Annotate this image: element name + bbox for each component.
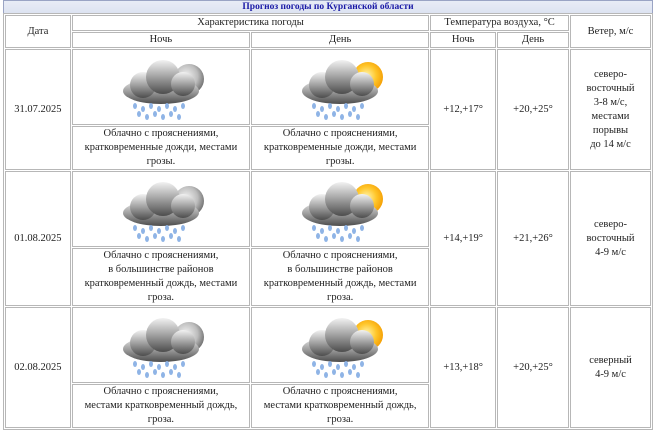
night-icon-cell	[72, 307, 250, 383]
row-date: 01.08.2025	[5, 171, 71, 306]
row-date: 31.07.2025	[5, 49, 71, 170]
header-temp: Температура воздуха, °С	[430, 15, 569, 31]
temp-day: +20,+25°	[497, 49, 569, 170]
header-date: Дата	[5, 15, 71, 48]
day-cloud-rain-thunder-icon	[292, 51, 388, 123]
day-cloud-rain-icon	[292, 309, 388, 381]
wind-info: северо- восточный 4-9 м/с	[570, 171, 651, 306]
header-wind: Ветер, м/с	[570, 15, 651, 48]
forecast-title: Прогноз погоды по Курганской области	[3, 0, 653, 13]
day-icon-cell	[251, 49, 429, 125]
night-icon-cell	[72, 171, 250, 247]
header-day: День	[251, 32, 429, 48]
header-temp-night: Ночь	[430, 32, 496, 48]
forecast-table	[3, 13, 653, 430]
day-description: Облачно с прояснениями, местами кратковременный дождь, гроза.	[251, 384, 429, 428]
wind-info: северо- восточный 3-8 м/с, местами порывы до 14 м/с	[570, 49, 651, 170]
wind-info: северный 4-9 м/с	[570, 307, 651, 428]
forecast-panel	[3, 0, 653, 430]
day-icon-cell	[251, 307, 429, 383]
night-cloud-rain-icon	[113, 173, 209, 245]
row-date: 02.08.2025	[5, 307, 71, 428]
temp-night: +14,+19°	[430, 171, 496, 306]
temp-night: +12,+17°	[430, 49, 496, 170]
day-cloud-rain-icon	[292, 173, 388, 245]
header-night: Ночь	[72, 32, 250, 48]
day-description: Облачно с прояснениями, кратковременные дожди, местами грозы.	[251, 126, 429, 170]
night-cloud-rain-thunder-icon	[113, 51, 209, 123]
temp-day: +21,+26°	[497, 171, 569, 306]
night-icon-cell	[72, 49, 250, 125]
night-description: Облачно с прояснениями, местами кратковременный дождь, гроза.	[72, 384, 250, 428]
temp-day: +20,+25°	[497, 307, 569, 428]
day-description: Облачно с прояснениями, в большинстве районов кратковременный дождь, местами гроза.	[251, 248, 429, 306]
night-description: Облачно с прояснениями, в большинстве районов кратковременный дождь, местами гроза.	[72, 248, 250, 306]
header-weather: Характеристика погоды	[72, 15, 429, 31]
night-description: Облачно с прояснениями, кратковременные дожди, местами грозы.	[72, 126, 250, 170]
header-temp-day: День	[497, 32, 569, 48]
night-cloud-rain-icon	[113, 309, 209, 381]
temp-night: +13,+18°	[430, 307, 496, 428]
day-icon-cell	[251, 171, 429, 247]
